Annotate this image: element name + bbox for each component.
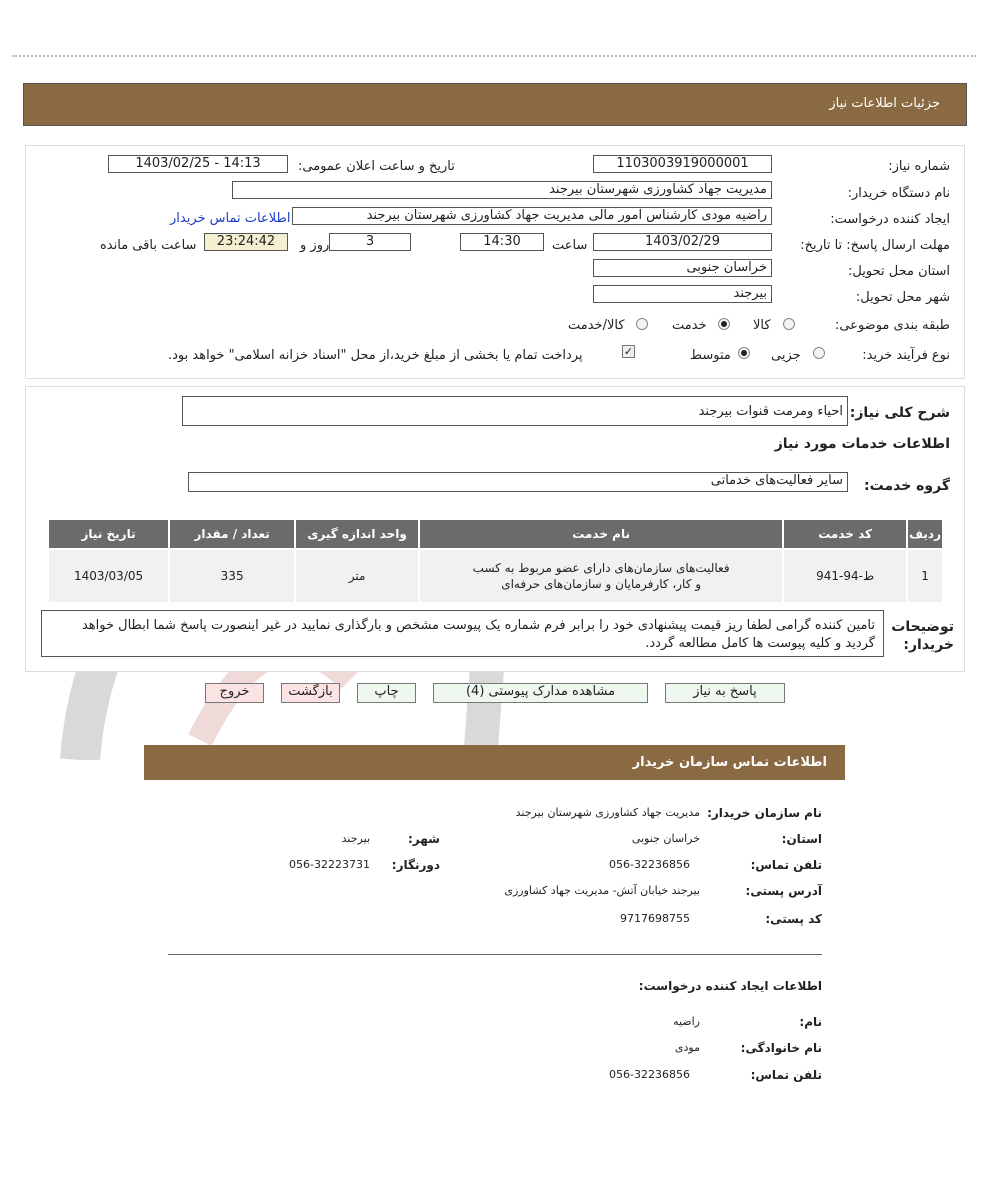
- contact-city-label: شهر:: [408, 832, 440, 846]
- deadline-time-field: 14:30: [460, 233, 544, 251]
- category-option-goods-service: کالا/خدمت: [568, 318, 625, 333]
- page-header: [23, 83, 967, 126]
- contact-title: اطلاعات تماس سازمان خریدار: [632, 755, 827, 770]
- requester-label: ایجاد کننده درخواست:: [830, 212, 950, 227]
- province-label: استان محل تحویل:: [848, 264, 950, 279]
- days-field: 3: [329, 233, 411, 251]
- creator-title: اطلاعات ایجاد کننده درخواست:: [638, 979, 822, 993]
- description-label: شرح کلی نیاز:: [849, 405, 950, 421]
- back-button[interactable]: بازگشت: [281, 683, 340, 703]
- creator-name-label: نام:: [799, 1015, 822, 1029]
- category-radio-service[interactable]: [718, 318, 730, 330]
- top-divider: [12, 55, 976, 57]
- contact-org-value: مدیریت جهاد کشاورزی شهرستان بیرجند: [515, 806, 700, 819]
- services-title: اطلاعات خدمات مورد نیاز: [774, 436, 950, 452]
- cell-quantity: 335: [170, 550, 294, 602]
- contact-header: [144, 745, 845, 780]
- days-label: روز و: [300, 238, 330, 253]
- category-label: طبقه بندی موضوعی:: [834, 318, 950, 333]
- contact-province-value: خراسان جنوبی: [631, 832, 700, 845]
- payment-note: پرداخت تمام یا بخشی از مبلغ خرید،از محل "اسناد خزانه اسلامی" خواهد بود.: [168, 348, 583, 363]
- contact-org-label: نام سازمان خریدار:: [707, 806, 822, 820]
- cell-service-name: فعالیت‌های سازمان‌های دارای عضو مربوط به کسب و کار، کارفرمایان و سازمان‌های حرفه‌ای: [420, 550, 782, 602]
- col-need-date: تاریخ نیاز: [49, 520, 168, 548]
- need-number-field: 1103003919000001: [593, 155, 772, 173]
- creator-phone-value: 056-32236856: [609, 1068, 690, 1081]
- contact-city-value: بیرجند: [341, 832, 370, 845]
- buyer-org-field: مدیریت جهاد کشاورزی شهرستان بیرجند: [232, 181, 772, 199]
- buyer-notes-field: تامین کننده گرامی لطفا ریز قیمت پیشنهادی خود را برابر فرم شماره یک پیوست مشخص و بارگذاری نمایید در غیر اینصورت پاسخ شما ابطال خواهد گردید و کلیه پیوست ها کامل مطالعه گردد.: [41, 610, 884, 657]
- cell-service-code: ط-94-941: [784, 550, 906, 602]
- creator-family-value: مودی: [674, 1041, 700, 1054]
- category-radio-goods-service[interactable]: [636, 318, 648, 330]
- col-unit: واحد اندازه گیری: [296, 520, 418, 548]
- service-group-field: سایر فعالیت‌های خدماتی: [188, 472, 848, 492]
- cell-unit: متر: [296, 550, 418, 602]
- col-row: ردیف: [908, 520, 942, 548]
- contact-postal-label: کد پستی:: [765, 912, 822, 926]
- contact-address-value: بیرجند خیابان آتش- مدیریت جهاد کشاورزی: [504, 884, 700, 897]
- remaining-time-field: 23:24:42: [204, 233, 288, 251]
- contact-divider: [168, 954, 822, 955]
- category-option-service: خدمت: [672, 318, 707, 333]
- view-documents-button[interactable]: مشاهده مدارک پیوستی (4): [433, 683, 648, 703]
- reply-button[interactable]: پاسخ به نیاز: [665, 683, 785, 703]
- contact-phone-value: 056-32236856: [609, 858, 690, 871]
- page-title: جزئیات اطلاعات نیاز: [829, 96, 940, 111]
- category-radio-goods[interactable]: [783, 318, 795, 330]
- exit-button[interactable]: خروج: [205, 683, 264, 703]
- contact-address-label: آدرس پستی:: [745, 884, 822, 898]
- process-option-minor: جزیی: [771, 348, 801, 363]
- requester-field: راضیه مودی کارشناس امور مالی مدیریت جهاد کشاورزی شهرستان بیرجند: [292, 207, 772, 225]
- need-number-label: شماره نیاز:: [888, 159, 950, 174]
- creator-phone-label: تلفن تماس:: [750, 1068, 822, 1082]
- process-radio-minor[interactable]: [813, 347, 825, 359]
- creator-family-label: نام خانوادگی:: [740, 1041, 822, 1055]
- description-field: احیاء ومرمت قنوات بیرجند: [182, 396, 848, 426]
- print-button[interactable]: چاپ: [357, 683, 416, 703]
- col-quantity: تعداد / مقدار: [170, 520, 294, 548]
- buyer-notes-label: توضیحات خریدار:: [891, 619, 954, 653]
- buyer-org-label: نام دستگاه خریدار:: [847, 186, 950, 201]
- process-label: نوع فرآیند خرید:: [862, 348, 950, 363]
- contact-fax-label: دورنگار:: [391, 858, 440, 872]
- remaining-label: ساعت باقی مانده: [100, 238, 197, 253]
- announce-field: 1403/02/25 - 14:13: [108, 155, 288, 173]
- process-radio-medium[interactable]: [738, 347, 750, 359]
- contact-phone-label: تلفن تماس:: [750, 858, 822, 872]
- treasury-checkbox[interactable]: ✓: [623, 345, 634, 358]
- contact-province-label: استان:: [781, 832, 822, 846]
- province-field: خراسان جنوبی: [593, 259, 772, 277]
- city-field: بیرجند: [593, 285, 772, 303]
- city-label: شهر محل تحویل:: [855, 290, 950, 305]
- category-option-goods: کالا: [753, 318, 771, 333]
- services-table: [47, 518, 944, 604]
- table-row: [49, 550, 942, 602]
- service-group-label: گروه خدمت:: [864, 478, 950, 494]
- col-service-name: نام خدمت: [420, 520, 782, 548]
- buyer-contact-link[interactable]: اطلاعات تماس خریدار: [170, 211, 291, 226]
- deadline-date-field: 1403/02/29: [593, 233, 772, 251]
- deadline-time-label: ساعت: [552, 238, 588, 253]
- contact-postal-value: 9717698755: [620, 912, 690, 925]
- announce-label: تاریخ و ساعت اعلان عمومی:: [298, 159, 455, 174]
- cell-need-date: 1403/03/05: [49, 550, 168, 602]
- process-option-medium: متوسط: [690, 348, 731, 363]
- creator-name-value: راضیه: [673, 1015, 700, 1028]
- deadline-label: مهلت ارسال پاسخ: تا تاریخ:: [800, 238, 950, 253]
- col-service-code: کد خدمت: [784, 520, 906, 548]
- contact-fax-value: 056-32223731: [289, 858, 370, 871]
- cell-row: 1: [908, 550, 942, 602]
